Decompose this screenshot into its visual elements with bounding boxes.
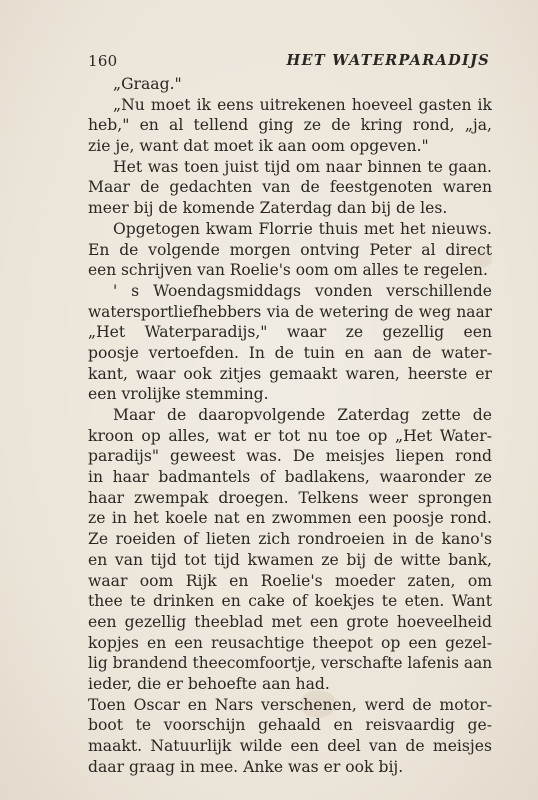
text-line: en van tijd tot tijd kwamen ze bij de witte bank,	[88, 550, 492, 569]
text-line: in haar badmantels of badlakens, waaronder ze	[88, 468, 492, 487]
text-line: ieder, die er behoefte aan had.	[88, 674, 330, 693]
text-line: „Graag."	[113, 75, 182, 93]
text-line: En de volgende morgen ontving Peter al direct	[88, 240, 492, 259]
text-line: „Nu moet ik eens uitrekenen hoeveel gasten ik	[113, 95, 492, 114]
text-line: haar zwempak droegen. Telkens weer sprongen	[88, 488, 492, 507]
text-line: ze in het koele nat en zwommen een poosje rond.	[88, 509, 492, 528]
text-line: maakt. Natuurlijk wilde een deel van de meisjes	[88, 737, 492, 755]
text-line: lig brandend theecomfoortje, verschafte lafenis aan	[88, 654, 493, 673]
text-line: een schrijven van Roelie's oom om alles te regelen.	[88, 261, 488, 280]
text-line: een gezellig theeblad met een grote hoeveelheid	[88, 612, 492, 631]
text-line: een vrolijke stemming.	[88, 385, 269, 404]
page-number: 160	[88, 52, 118, 70]
text-line: poosje vertoefden. In de tuin en aan de water-	[88, 343, 492, 362]
page-header	[88, 52, 490, 74]
text-line: paradijs" geweest was. De meisjes liepen rond	[88, 447, 492, 466]
text-line: kopjes en een reusachtige theepot op een gezel-	[88, 633, 492, 652]
text-line: watersportliefhebbers via de wetering de weg naar	[88, 302, 492, 321]
text-line: Opgetogen kwam Florrie thuis met het nieuws.	[113, 219, 492, 238]
body-text	[88, 74, 492, 777]
text-line: Maar de gedachten van de feestgenoten waren	[88, 178, 492, 197]
text-line: boot te voorschijn gehaald en reisvaardig ge-	[88, 716, 492, 735]
text-line: thee te drinken en cake of koekjes te eten. Want	[88, 592, 492, 611]
text-line: Ze roeiden of lieten zich rondroeien in de kano's	[88, 530, 492, 549]
text-line: kroon op alles, wat er tot nu toe op „Het Water-	[88, 426, 492, 445]
text-line: heb," en al tellend ging ze de kring rond, „ja,	[88, 116, 492, 135]
text-line: Maar de daaropvolgende Zaterdag zette de	[113, 406, 492, 424]
text-line: meer bij de komende Zaterdag dan bij de les.	[88, 199, 448, 218]
text-line: ' s Woendagsmiddags vonden verschillende	[113, 281, 492, 300]
text-line: kant, waar ook zitjes gemaakt waren, heerste er	[88, 364, 492, 383]
text-line: waar oom Rijk en Roelie's moeder zaten, om	[88, 571, 492, 590]
text-line: Toen Oscar en Nars verschenen, werd de motor-	[88, 695, 492, 714]
text-line: zie je, want dat moet ik aan oom opgeven."	[88, 137, 429, 156]
running-head: HET WATERPARADIJS	[286, 52, 490, 69]
text-line: daar graag in mee. Anke was er ook bij.	[88, 757, 404, 776]
text-line: „Het Waterparadijs," waar ze gezellig een	[88, 323, 492, 342]
text-line: Het was toen juist tijd om naar binnen te gaan.	[113, 157, 492, 176]
